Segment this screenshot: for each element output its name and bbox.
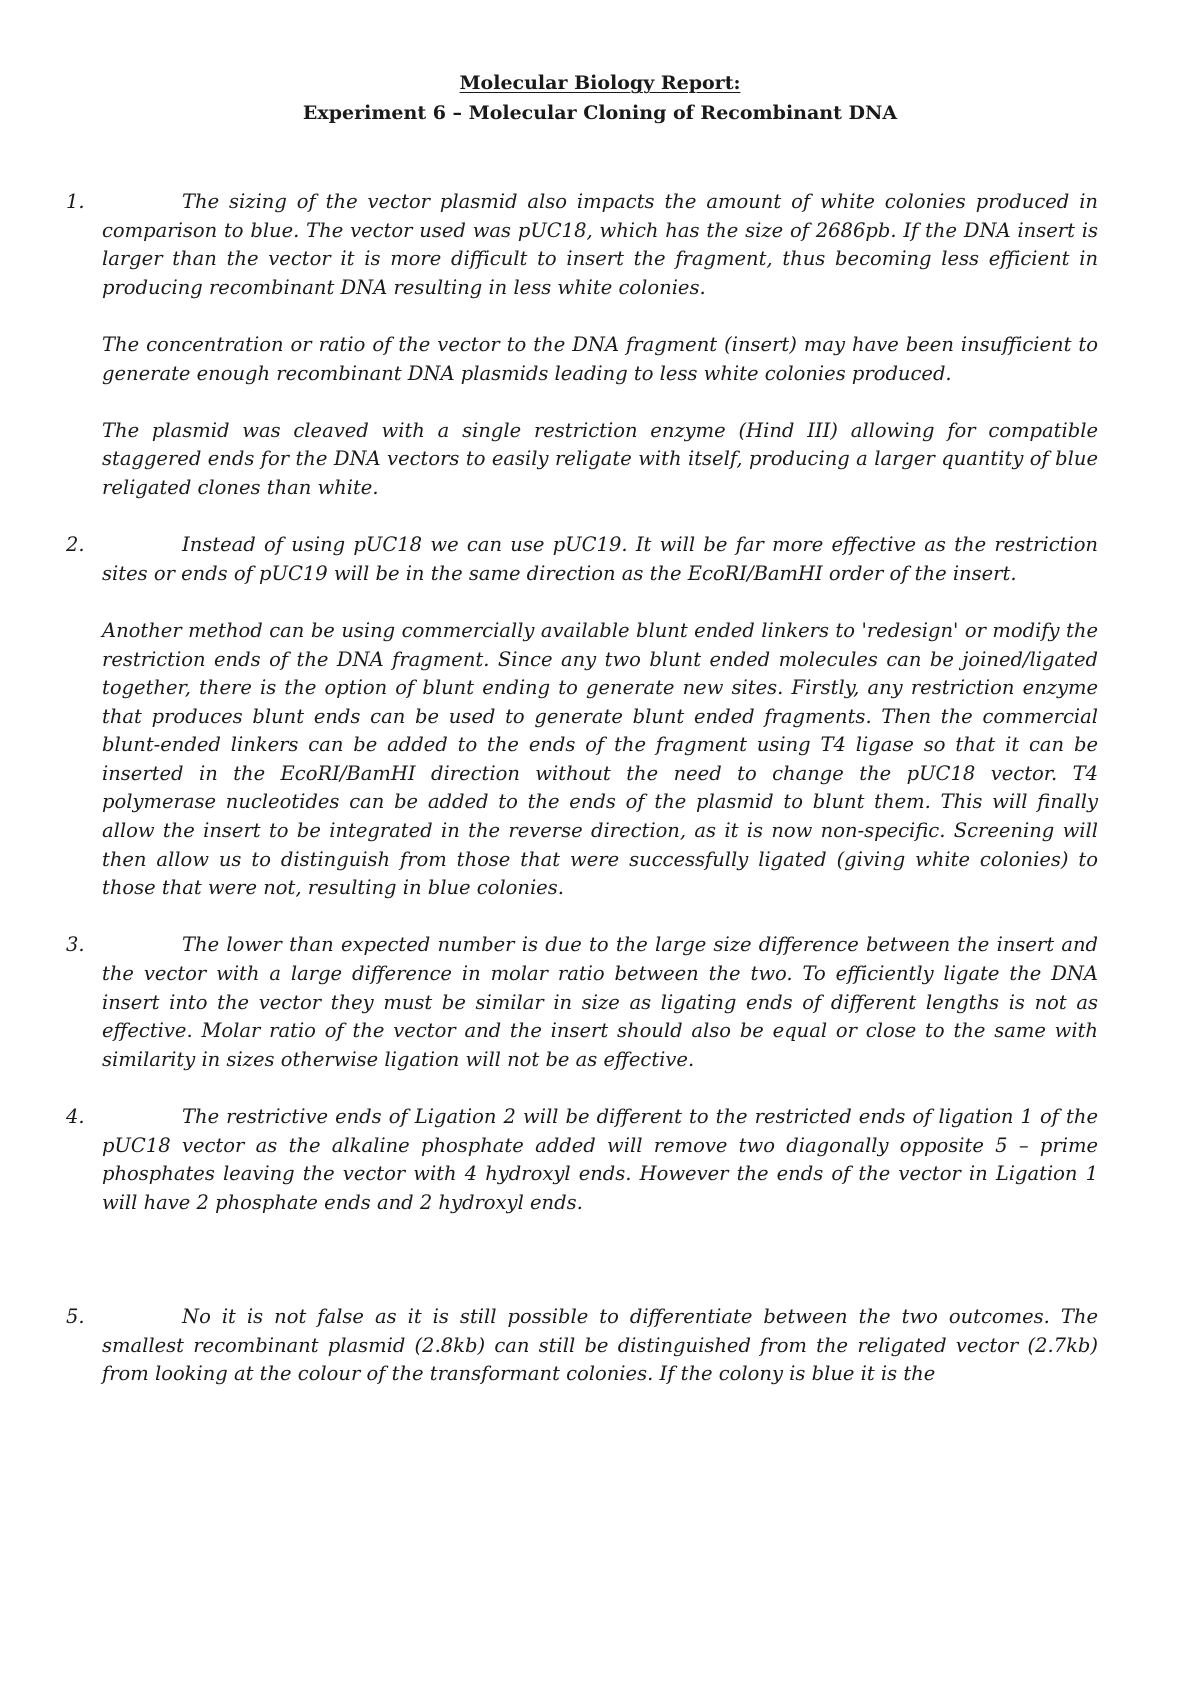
report-title <box>0 68 1200 128</box>
report-body <box>66 188 1098 1389</box>
answer-text: The restrictive ends of Ligation 2 will be different to the restricted ends of ligation 1 of the pUC18 vector as the alkaline phosphate added will remove two diagonally opposite 5 – prime phosphates leaving the vector with 4 hydroxyl ends. However the ends of the vector in Ligation 1 will have 2 phosphate ends and 2 hydroxyl ends. <box>102 1105 1098 1214</box>
question-number: 4. <box>66 1105 85 1128</box>
report-subtitle: Experiment 6 – Molecular Cloning of Recombinant DNA <box>302 102 898 124</box>
question-number: 3. <box>66 933 85 957</box>
answer-1-paragraph-3: The plasmid was cleaved with a single restriction enzyme (Hind III) allowing for compatible staggered ends for the DNA vectors to easily religate with itself, producing a larger quantity of blue religated clones than white. <box>102 418 1098 499</box>
answer-text: The sizing of the vector plasmid also impacts the amount of white colonies produced in comparison to blue. The vector used was pUC18, which has the size of 2686pb. If the DNA insert is larger than the vector it is more difficult to insert the fragment, thus becoming less efficient in producing recombinant DNA resulting in less white colonies. <box>102 190 1098 299</box>
question-number: 2. <box>66 533 85 557</box>
answer-3-paragraph-1 <box>66 931 1098 1074</box>
question-number: 5. <box>66 1304 85 1328</box>
report-title-line-1: Molecular Biology Report: <box>459 72 741 94</box>
answer-text: Instead of using pUC18 we can use pUC19. It will be far more effective as the restriction sites or ends of pUC19 will be in the same direction as the EcoRI/BamHI order of the insert. <box>102 533 1098 585</box>
answer-2-paragraph-1 <box>66 531 1098 588</box>
answer-4-paragraph-1 <box>66 1103 1098 1217</box>
blank-space <box>102 1246 1098 1303</box>
answer-5-paragraph-1 <box>66 1303 1098 1389</box>
answer-text: The lower than expected number is due to the large size difference between the insert and the vector with a large difference in molar ratio between the two. To efficiently ligate the DNA insert into the vector they must be similar in size as ligating ends of different lengths is not as effective. Molar ratio of the vector and the insert should also be equal or close to the same with similarity in sizes otherwise ligation will not be as effective. <box>102 933 1098 1071</box>
answer-1-paragraph-1 <box>66 188 1098 302</box>
answer-text: No it is not false as it is still possible to differentiate between the two outcomes. The smallest recombinant plasmid (2.8kb) can still be distinguished from the religated vector (2.7kb) from looking at the colour of the transformant colonies. If the colony is blue it is the <box>102 1304 1098 1386</box>
answer-1-paragraph-2: The concentration or ratio of the vector to the DNA fragment (insert) may have been insufficient to generate enough recombinant DNA plasmids leading to less white colonies produced. <box>102 332 1098 385</box>
answer-2-paragraph-2: Another method can be using commercially available blunt ended linkers to 'redesign' or modify the restriction ends of the DNA fragment. Since any two blunt ended molecules can be joined/ligated together, there is the option of blunt ending to generate new sites. Firstly, any restriction enzyme that produces blunt ends can be used to generate blunt ended fragments. Then the commercial blunt-ended linkers can be added to the ends of the fragment using T4 ligase so that it can be inserted in the EcoRI/BamHI direction without the need to change the pUC18 vector. T4 polymerase nucleotides can be added to the ends of the plasmid to blunt them. This will finally allow the insert to be integrated in the reverse direction, as it is now non-specific. Screening will then allow us to distinguish from those that were successfully ligated (giving white colonies) to those that were not, resulting in blue colonies. <box>102 618 1098 900</box>
question-number: 1. <box>66 190 85 213</box>
